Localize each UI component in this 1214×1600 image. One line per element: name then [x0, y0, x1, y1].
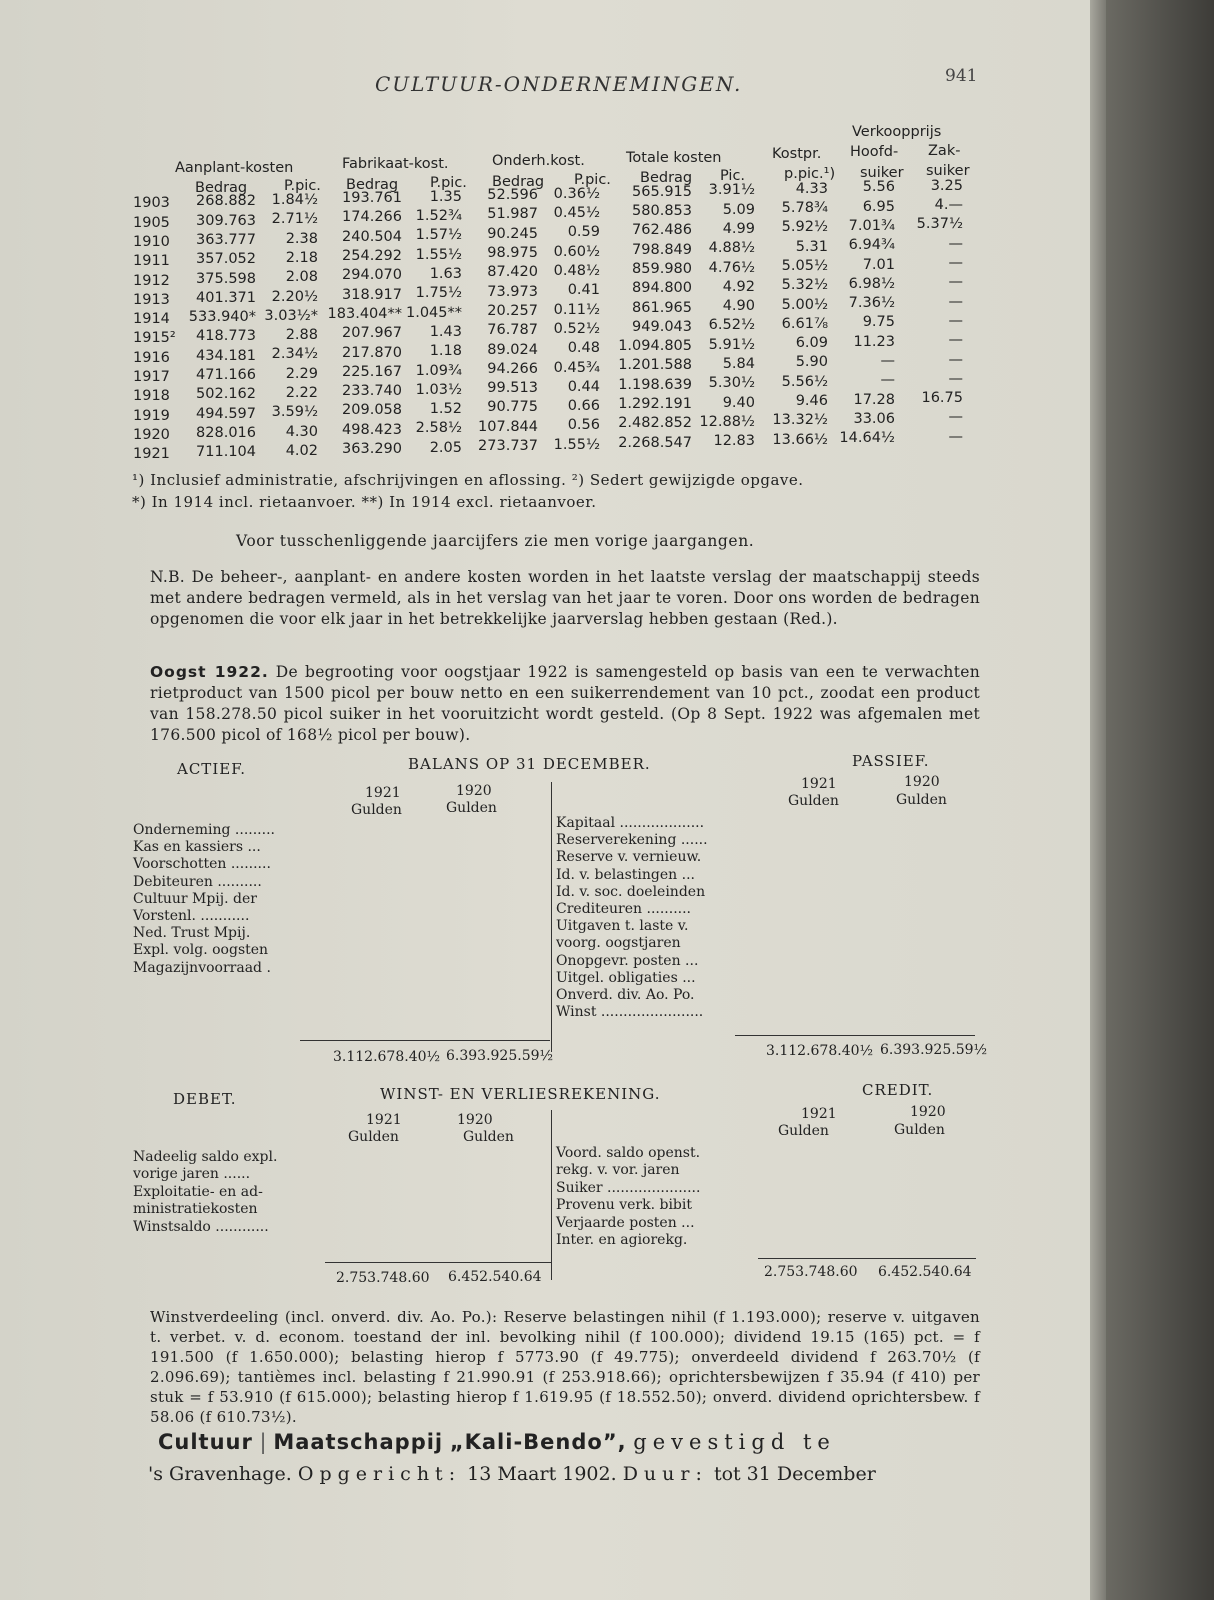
cell-fabrikaat-bedrag: 225.167 [342, 363, 402, 380]
cell-aanplant-bedrag: 357.052 [196, 251, 256, 268]
cell-aanplant-ppic: 2.34½ [271, 346, 318, 363]
header-suiker: suiker [860, 165, 904, 181]
passief-row-label: Winst ....................... [556, 1004, 704, 1021]
total-credit-1920: 6.452.540.64 [878, 1264, 972, 1280]
cell-zaksuiker: 5.37½ [916, 216, 963, 233]
cell-onderh-bedrag: 76.787 [487, 322, 538, 339]
cell-year: 1918 [133, 388, 170, 405]
cell-year: 1919 [133, 407, 170, 424]
header-aanplant: Aanplant-kosten [175, 160, 294, 176]
cell-totale-bedrag: 798.849 [632, 241, 692, 258]
header-bedrag: Bedrag [640, 170, 693, 186]
passief-row-label: Onverd. div. Ao. Po. [556, 987, 695, 1003]
cell-onderh-ppic: 0.41 [567, 282, 600, 299]
founding-date: 13 Maart 1902. [467, 1463, 617, 1485]
cell-aanplant-ppic: 2.18 [285, 249, 318, 266]
header-onderh: Onderh.kost. [492, 153, 585, 169]
cell-onderh-ppic: 0.45½ [553, 205, 600, 222]
gevestigd: gevestigd te [633, 1430, 836, 1454]
cell-hoofdsuiker: 9.75 [862, 314, 895, 331]
cell-onderh-bedrag: 98.975 [487, 245, 538, 262]
cell-kostpr: 4.33 [795, 180, 828, 197]
cell-totale-bedrag: 580.853 [632, 203, 692, 220]
gulden-label: Gulden [446, 800, 497, 816]
cell-fabrikaat-ppic: 1.52 [429, 401, 462, 418]
cell-year: 1914 [133, 311, 170, 328]
header-totale: Totale kosten [626, 150, 722, 166]
cell-onderh-bedrag: 89.024 [487, 341, 538, 358]
cell-fabrikaat-ppic: 1.03½ [415, 381, 462, 398]
cell-kostpr: 5.56½ [781, 373, 828, 390]
cell-onderh-ppic: 0.11½ [553, 301, 600, 318]
cell-kostpr: 5.32½ [781, 277, 828, 294]
cell-onderh-ppic: 1.55½ [553, 436, 600, 453]
actief-row-label: Cultuur Mpij. der [133, 890, 257, 907]
cell-fabrikaat-bedrag: 254.292 [342, 248, 402, 265]
cell-aanplant-ppic: 2.22 [285, 385, 318, 402]
cell-onderh-ppic: 0.45¾ [553, 359, 600, 376]
total-actief-1920: 6.393.925.59½ [446, 1048, 554, 1064]
cell-hoofdsuiker: 6.95 [862, 198, 895, 215]
passief-row-label: Uitgaven t. laste v. [556, 918, 689, 935]
header-ppic: P.pic. [430, 175, 467, 191]
header-zak: Zak- [928, 143, 961, 159]
cell-aanplant-bedrag: 418.773 [196, 328, 256, 345]
cell-zaksuiker: 3.25 [930, 177, 963, 194]
cell-kostpr: 9.46 [795, 393, 828, 410]
running-head: CULTUUR-ONDERNEMINGEN. [375, 72, 743, 96]
actief-label: ACTIEF. [177, 760, 247, 778]
cell-hoofdsuiker: 17.28 [853, 391, 895, 408]
footnote-1: ¹) Inclusief administratie, afschrijvingen en aflossing. ²) Sedert gewijzigde opgave. [132, 471, 804, 489]
cell-totale-pic: 5.09 [722, 201, 755, 218]
cell-onderh-bedrag: 20.257 [487, 302, 538, 319]
duration: tot 31 December [713, 1463, 876, 1485]
debet-label: DEBET. [173, 1090, 237, 1108]
cell-hoofdsuiker: 7.01 [862, 256, 895, 273]
cell-hoofdsuiker: — [880, 353, 895, 369]
debet-row-label: Nadeelig saldo expl. [133, 1149, 278, 1165]
cell-fabrikaat-bedrag: 209.058 [342, 402, 402, 419]
gulden-label: Gulden [788, 793, 839, 809]
cell-fabrikaat-ppic: 1.52¾ [415, 208, 462, 225]
cell-kostpr: 6.09 [795, 335, 828, 352]
total-passief-1920: 6.393.925.59½ [880, 1042, 988, 1058]
cell-totale-bedrag: 2.482.852 [618, 415, 692, 432]
cell-zaksuiker: — [948, 332, 963, 349]
cell-totale-bedrag: 949.043 [632, 318, 692, 335]
header-ppic: P.pic. [284, 178, 321, 194]
cell-hoofdsuiker: 6.94¾ [848, 237, 895, 254]
total-rule [758, 1258, 976, 1259]
cell-aanplant-bedrag: 494.597 [196, 405, 256, 422]
cell-hoofdsuiker: 7.01¾ [848, 217, 895, 234]
actief-row-label: Voorschotten ......... [133, 856, 271, 873]
cell-aanplant-bedrag: 711.104 [196, 444, 256, 461]
cell-fabrikaat-ppic: 2.58½ [415, 420, 462, 437]
cell-totale-bedrag: 894.800 [632, 280, 692, 297]
cell-aanplant-bedrag: 363.777 [196, 231, 256, 248]
passief-row-label: Kapitaal ................... [556, 815, 705, 831]
cell-aanplant-ppic: 4.30 [285, 423, 318, 440]
cell-kostpr: 5.05½ [781, 257, 828, 274]
cell-totale-bedrag: 861.965 [632, 299, 692, 316]
cell-totale-bedrag: 859.980 [632, 260, 692, 277]
year-1920: 1920 [910, 1104, 946, 1120]
cell-fabrikaat-bedrag: 294.070 [342, 267, 402, 284]
actief-row-label: Expl. volg. oogsten [133, 942, 269, 959]
gulden-label: Gulden [778, 1123, 829, 1139]
cell-onderh-bedrag: 73.973 [487, 283, 538, 300]
debet-row-label: Winstsaldo ............ [133, 1218, 269, 1235]
passief-row-label: Reserverekening ...... [556, 832, 708, 849]
cell-zaksuiker: — [948, 351, 963, 368]
cell-aanplant-bedrag: 268.882 [196, 193, 256, 210]
header-ppic-note: p.pic.¹) [784, 166, 836, 182]
header-hoofd: Hoofd- [850, 144, 899, 160]
cell-year: 1917 [133, 369, 170, 385]
cell-aanplant-bedrag: 401.371 [196, 289, 256, 306]
year-1921: 1921 [365, 785, 401, 801]
debet-row-label: Exploitatie- en ad- [133, 1183, 263, 1200]
cell-totale-bedrag: 762.486 [632, 222, 692, 239]
total-rule [300, 1040, 550, 1041]
cell-onderh-bedrag: 51.987 [487, 206, 538, 223]
actief-row-label: Vorstenl. ........... [133, 908, 250, 924]
cell-aanplant-ppic: 4.02 [285, 442, 318, 459]
cell-aanplant-bedrag: 375.598 [196, 270, 256, 287]
total-credit-1921: 2.753.748.60 [764, 1264, 858, 1280]
cell-totale-pic: 6.52½ [708, 317, 755, 334]
cell-zaksuiker: — [948, 293, 963, 310]
cell-totale-pic: 4.99 [722, 220, 755, 237]
cell-onderh-ppic: 0.48 [567, 340, 600, 357]
actief-row-label: Onderneming ......... [133, 822, 275, 838]
total-debet-1921: 2.753.748.60 [336, 1270, 430, 1286]
cell-onderh-ppic: 0.66 [567, 398, 600, 415]
cell-totale-bedrag: 1.201.588 [618, 357, 692, 374]
cell-onderh-ppic: 0.56 [567, 417, 600, 434]
year-1920: 1920 [904, 774, 940, 790]
cell-year: 1920 [133, 426, 170, 443]
cell-year: 1910 [133, 233, 170, 250]
cell-zaksuiker: — [948, 370, 963, 387]
cell-fabrikaat-ppic: 1.43 [429, 323, 462, 340]
cell-onderh-bedrag: 107.844 [478, 418, 538, 435]
center-divider [551, 782, 552, 1052]
cell-hoofdsuiker: 6.98½ [848, 275, 895, 292]
oogst-paragraph [150, 662, 980, 746]
total-passief-1921: 3.112.678.40½ [766, 1043, 874, 1059]
cell-kostpr: 5.31 [795, 238, 828, 255]
header-verkoopprijs: Verkoopprijs [852, 124, 942, 140]
passief-row-label: Reserve v. vernieuw. [556, 849, 702, 866]
company-line-2 [148, 1463, 876, 1485]
cell-kostpr: 5.90 [795, 354, 828, 371]
company-name-1: Cultuur [158, 1430, 253, 1454]
cell-onderh-ppic: 0.59 [567, 224, 600, 241]
city: 's Gravenhage. [148, 1463, 292, 1485]
cell-onderh-bedrag: 90.775 [487, 399, 538, 416]
total-actief-1921: 3.112.678.40½ [333, 1049, 441, 1065]
page-edge [1090, 0, 1106, 1600]
header-bedrag: Bedrag [492, 174, 545, 190]
cell-onderh-bedrag: 273.737 [478, 438, 538, 455]
gulden-label: Gulden [351, 802, 402, 818]
page-number: 941 [945, 66, 978, 86]
actief-row-label: Debiteuren .......... [133, 873, 262, 890]
footnote-2: *) In 1914 incl. rietaanvoer. **) In 1914 excl. rietaanvoer. [132, 493, 597, 511]
cell-aanplant-ppic: 2.88 [285, 327, 318, 344]
cell-year: 1912 [133, 272, 170, 289]
cell-fabrikaat-ppic: 2.05 [429, 439, 462, 456]
cell-totale-pic: 5.84 [722, 356, 755, 373]
gulden-label: Gulden [348, 1129, 399, 1145]
cell-totale-bedrag: 2.268.547 [618, 434, 692, 451]
total-rule [325, 1262, 551, 1263]
header-suiker: suiker [926, 163, 970, 179]
year-1921: 1921 [801, 1106, 837, 1122]
cell-totale-pic: 12.88½ [699, 413, 755, 430]
debet-row-label: ministratiekosten [133, 1201, 258, 1218]
actief-row-label: Kas en kassiers ... [133, 839, 261, 856]
cell-aanplant-bedrag: 309.763 [196, 212, 256, 229]
winstverdeeling-paragraph: Winstverdeeling (incl. onverd. div. Ao. Po.): Reserve belastingen nihil (f 1.193.000); reserve v. uitgaven t. verbet. v. d. econom. toestand der inl. bevolking nihil (f 100.000); dividend 19.15 (165) pct. = f 191.500 (f 1.650.000); belasting hierop f 5773.90 (f 49.775); onverdeeld dividend f 263.70½ (f 2.096.69); tantièmes incl. belasting f 21.990.91 (f 253.918.66); oprichtersbewijzen f 35.94 (f 410) per stuk = f 53.910 (f 615.000); belasting hierop f 1.619.95 (f 18.552.50); onverd. dividend oprichtersbew. f 58.06 (f 610.73½). [150, 1308, 980, 1426]
debet-row-label: vorige jaren ...... [133, 1166, 251, 1183]
cell-fabrikaat-ppic: 1.18 [429, 343, 462, 360]
passief-row-label: Onopgevr. posten ... [556, 952, 699, 969]
header-fabrikaat: Fabrikaat-kost. [342, 156, 449, 172]
cell-totale-pic: 9.40 [722, 394, 755, 411]
year-1920: 1920 [457, 1112, 493, 1128]
cell-kostpr: 6.61⅞ [781, 315, 828, 332]
cell-hoofdsuiker: — [880, 372, 895, 389]
company-name-2: Maatschappij [273, 1430, 444, 1454]
cell-aanplant-bedrag: 502.162 [196, 386, 256, 403]
credit-row-label: Suiker ..................... [556, 1179, 701, 1196]
cell-onderh-bedrag: 87.420 [487, 264, 538, 281]
center-divider [551, 1110, 552, 1280]
company-heading: Cultuur | Maatschappij „Kali-Bendo”, gevestigd te [158, 1430, 836, 1454]
cell-totale-bedrag: 565.915 [632, 183, 692, 200]
cell-year: 1913 [133, 291, 170, 308]
cell-aanplant-ppic: 3.03½* [264, 307, 318, 324]
cell-year: 1903 [133, 195, 170, 212]
cell-totale-pic: 4.76½ [708, 259, 755, 276]
cell-totale-pic: 5.30½ [708, 375, 755, 392]
tussen-note: Voor tusschenliggende jaarcijfers zie men vorige jaargangen. [236, 532, 755, 550]
gulden-label: Gulden [894, 1122, 945, 1138]
book-binding-edge [1106, 0, 1214, 1600]
opgericht-label: Opgericht: [297, 1463, 462, 1485]
cell-aanplant-ppic: 2.71½ [271, 211, 318, 228]
cell-aanplant-ppic: 2.29 [285, 365, 318, 382]
company-name-3: „Kali-Bendo”, [449, 1430, 627, 1454]
passief-row-label: voorg. oogstjaren [556, 935, 681, 952]
cell-onderh-bedrag: 90.245 [487, 225, 538, 242]
cell-year: 1911 [133, 253, 170, 270]
cell-year: 1921 [133, 446, 170, 463]
header-kostpr: Kostpr. [772, 146, 822, 162]
cell-zaksuiker: 4.— [934, 197, 963, 214]
cell-fabrikaat-ppic: 1.57½ [415, 227, 462, 244]
cell-fabrikaat-ppic: 1.35 [429, 188, 462, 205]
cell-aanplant-bedrag: 828.016 [196, 424, 256, 441]
cell-kostpr: 5.78¾ [781, 200, 828, 217]
oogst-text: De begrooting voor oogstjaar 1922 is samengesteld op basis van een te verwachten rietproduct van 1500 picol per bouw netto en een suikerrendement van 10 pct., zoodat een product van 158.278.50 picol suiker in het vooruitzicht wordt gesteld. (Op 8 Sept. 1922 was afgemalen met 176.500 picol of 168½ picol per bouw). [150, 663, 980, 744]
year-1920: 1920 [456, 783, 492, 799]
cell-hoofdsuiker: 14.64½ [839, 430, 895, 447]
cell-hoofdsuiker: 11.23 [853, 333, 895, 350]
cell-aanplant-bedrag: 471.166 [196, 367, 256, 384]
cell-fabrikaat-ppic: 1.75½ [415, 285, 462, 302]
cell-zaksuiker: — [948, 409, 963, 426]
cell-aanplant-ppic: 2.08 [285, 269, 318, 286]
actief-row-label: Magazijnvoorraad . [133, 959, 271, 976]
cell-aanplant-ppic: 1.84½ [271, 192, 318, 209]
passief-row-label: Id. v. soc. doeleinden [556, 883, 706, 900]
passief-label: PASSIEF. [852, 752, 930, 770]
oogst-label: Oogst 1922. [150, 663, 269, 681]
cell-fabrikaat-bedrag: 498.423 [342, 421, 402, 438]
total-debet-1920: 6.452.540.64 [448, 1269, 542, 1285]
cell-hoofdsuiker: 5.56 [862, 179, 895, 196]
credit-row-label: Provenu verk. bibit [556, 1197, 692, 1214]
credit-row-label: Voord. saldo openst. [556, 1145, 701, 1161]
credit-row-label: rekg. v. vor. jaren [556, 1162, 680, 1179]
passief-row-label: Uitgel. obligaties ... [556, 969, 696, 986]
cell-year: 1905 [133, 214, 170, 231]
cell-onderh-ppic: 0.36½ [553, 185, 600, 202]
cell-onderh-ppic: 0.48½ [553, 263, 600, 279]
cell-zaksuiker: 16.75 [921, 390, 963, 407]
cell-totale-pic: 3.91½ [708, 182, 755, 199]
cell-fabrikaat-bedrag: 217.870 [342, 344, 402, 361]
header-bedrag: Bedrag [195, 180, 248, 196]
cell-zaksuiker: — [948, 312, 963, 329]
cell-fabrikaat-bedrag: 174.266 [342, 209, 402, 226]
cell-totale-pic: 4.88½ [708, 240, 755, 257]
cell-fabrikaat-ppic: 1.55½ [415, 246, 462, 263]
cell-totale-pic: 12.83 [713, 433, 755, 450]
cell-aanplant-ppic: 2.38 [285, 230, 318, 247]
cell-year: 1916 [133, 349, 170, 366]
cell-fabrikaat-ppic: 1.045** [405, 304, 462, 321]
cell-zaksuiker: — [948, 428, 963, 445]
header-pic: Pic. [720, 168, 746, 184]
cell-aanplant-bedrag: 533.940* [188, 309, 256, 326]
wv-title: WINST- EN VERLIESREKENING. [380, 1085, 661, 1103]
cell-hoofdsuiker: 7.36½ [848, 295, 895, 312]
cell-zaksuiker: — [948, 274, 963, 291]
gulden-label: Gulden [896, 792, 947, 808]
cell-totale-pic: 4.90 [722, 298, 755, 315]
cell-aanplant-bedrag: 434.181 [196, 347, 256, 364]
cell-totale-pic: 5.91½ [708, 336, 755, 353]
cell-onderh-ppic: 0.52½ [553, 320, 600, 337]
cell-totale-bedrag: 1.292.191 [618, 396, 692, 413]
cell-fabrikaat-bedrag: 233.740 [342, 383, 402, 400]
cell-year: 1915² [133, 330, 176, 347]
cell-kostpr: 13.32½ [772, 412, 828, 429]
header-bedrag: Bedrag [346, 177, 399, 193]
cell-onderh-bedrag: 99.513 [487, 380, 538, 397]
credit-label: CREDIT. [862, 1081, 934, 1099]
credit-row-label: Inter. en agiorekg. [556, 1232, 688, 1248]
passief-row-label: Crediteuren .......... [556, 901, 692, 917]
balans-title: BALANS OP 31 DECEMBER. [408, 755, 651, 773]
cell-fabrikaat-bedrag: 193.761 [342, 190, 402, 207]
cell-fabrikaat-ppic: 1.09¾ [415, 362, 462, 379]
cell-kostpr: 5.00½ [781, 296, 828, 313]
duur-label: Duur: [622, 1463, 708, 1485]
cell-onderh-ppic: 0.60½ [553, 243, 600, 260]
cell-kostpr: 5.92½ [781, 219, 828, 236]
cell-fabrikaat-bedrag: 183.404** [327, 305, 402, 322]
cell-totale-bedrag: 1.198.639 [618, 376, 692, 393]
cell-aanplant-ppic: 2.20½ [271, 288, 318, 305]
cell-totale-bedrag: 1.094.805 [618, 338, 692, 355]
year-1921: 1921 [801, 776, 837, 792]
nb-paragraph: N.B. De beheer-, aanplant- en andere kosten worden in het laatste verslag der maatschappij steeds met andere bedragen vermeld, als in het verslag van het jaar te voren. Door ons worden de bedragen opgenomen die voor elk jaar in het betrekkelijke jaarverslag hebben gestaan (Red.). [150, 568, 980, 628]
actief-row-label: Ned. Trust Mpij. [133, 925, 251, 942]
cell-hoofdsuiker: 33.06 [853, 410, 895, 427]
credit-row-label: Verjaarde posten ... [556, 1214, 695, 1231]
cell-fabrikaat-ppic: 1.63 [429, 266, 462, 283]
cell-zaksuiker: — [948, 235, 963, 252]
cell-fabrikaat-bedrag: 318.917 [342, 286, 402, 303]
cell-onderh-ppic: 0.44 [567, 378, 600, 395]
cell-kostpr: 13.66½ [772, 431, 828, 448]
cell-fabrikaat-bedrag: 240.504 [342, 228, 402, 245]
cell-onderh-bedrag: 94.266 [487, 360, 538, 377]
gulden-label: Gulden [463, 1129, 514, 1145]
cell-zaksuiker: — [948, 255, 963, 272]
cell-onderh-bedrag: 52.596 [487, 187, 538, 204]
cell-fabrikaat-bedrag: 207.967 [342, 325, 402, 342]
header-ppic: P.pic. [574, 172, 611, 188]
total-rule [735, 1035, 975, 1036]
cell-totale-pic: 4.92 [722, 278, 755, 295]
year-1921: 1921 [366, 1112, 402, 1128]
cell-aanplant-ppic: 3.59½ [271, 404, 318, 421]
passief-row-label: Id. v. belastingen ... [556, 866, 695, 883]
cell-fabrikaat-bedrag: 363.290 [342, 441, 402, 458]
